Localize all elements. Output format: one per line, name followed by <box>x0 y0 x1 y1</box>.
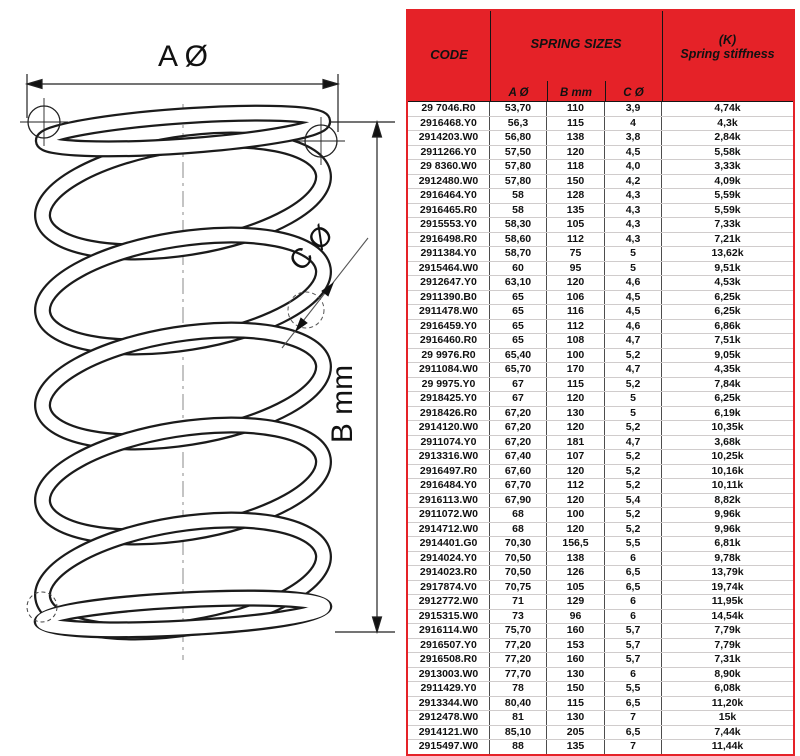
cell-stiffness: 11,95k <box>711 595 744 607</box>
cell-code: 2916460.R0 <box>408 334 490 348</box>
header-sizes-label: SPRING SIZES <box>530 35 622 51</box>
cell-size-a: 63,10 <box>490 276 547 290</box>
cell-stiffness: 9,96k <box>714 522 741 535</box>
cell-code: 2911074.Y0 <box>408 436 490 450</box>
table-row <box>408 407 793 422</box>
cell-stiffness: 8,82k <box>714 493 741 506</box>
cell-size-c: 6,5 <box>605 566 662 580</box>
cell-size-b: 115 <box>547 117 605 131</box>
cell-size-b: 95 <box>547 262 605 276</box>
cell-size-a: 77,70 <box>490 668 547 682</box>
cell-size-c: 4,3 <box>605 218 662 232</box>
cell-code: 2912772.W0 <box>408 595 490 609</box>
cell-size-b: 120 <box>547 494 605 508</box>
cell-size-a: 88 <box>490 740 547 754</box>
cell-size-c: 5,2 <box>605 479 662 493</box>
cell-size-a: 77,20 <box>490 653 547 667</box>
cell-code: 2911266.Y0 <box>408 146 490 160</box>
header-code <box>408 11 490 97</box>
cell-code: 2911429.Y0 <box>408 682 490 696</box>
table-row <box>408 175 793 190</box>
table-row <box>408 682 793 697</box>
cell-code: 2916497.R0 <box>408 465 490 479</box>
cell-size-a: 67,70 <box>490 479 547 493</box>
cell-stiffness: 4,53k <box>714 276 741 288</box>
cell-stiffness: 7,21k <box>714 232 741 245</box>
cell-size-b: 156,5 <box>547 537 605 551</box>
cell-stiffness: 5,59k <box>714 189 741 201</box>
table-row <box>408 349 793 364</box>
cell-stiffness: 6,25k <box>714 305 741 317</box>
table-row <box>408 726 793 741</box>
table-row <box>408 392 793 407</box>
cell-size-c: 4,7 <box>605 436 662 450</box>
cell-code: 2912478.W0 <box>408 711 490 725</box>
cell-size-c: 5,2 <box>605 349 662 363</box>
cell-size-c: 6,5 <box>605 697 662 711</box>
cell-code: 2916114.W0 <box>408 624 490 638</box>
cell-size-c: 5 <box>605 407 662 421</box>
cell-size-c: 5 <box>605 247 662 261</box>
cell-size-a: 68 <box>490 523 547 537</box>
cell-size-c: 4,7 <box>605 363 662 377</box>
header-stiffness <box>662 11 793 83</box>
cell-size-a: 70,75 <box>490 581 547 595</box>
spring-diagram <box>0 0 406 712</box>
cell-size-b: 112 <box>547 479 605 493</box>
cell-size-b: 120 <box>547 392 605 406</box>
cell-stiffness: 10,25k <box>711 450 744 462</box>
cell-size-c: 6 <box>605 552 662 566</box>
cell-size-a: 81 <box>490 711 547 725</box>
cell-size-c: 4,0 <box>605 160 662 174</box>
cell-size-a: 58,70 <box>490 247 547 261</box>
spec-table <box>406 9 795 756</box>
cell-size-a: 58 <box>490 204 547 218</box>
cell-stiffness: 13,62k <box>711 247 744 259</box>
cell-code: 2913003.W0 <box>408 668 490 682</box>
cell-size-b: 108 <box>547 334 605 348</box>
table-row <box>408 305 793 320</box>
cell-size-c: 5,7 <box>605 624 662 638</box>
cell-stiffness: 4,3k <box>717 116 738 129</box>
cell-stiffness: 6,86k <box>714 319 741 332</box>
cell-size-c: 4,6 <box>605 320 662 334</box>
table-row <box>408 566 793 581</box>
cell-size-c: 5,7 <box>605 639 662 653</box>
cell-size-a: 70,30 <box>490 537 547 551</box>
cell-code: 2916508.R0 <box>408 653 490 667</box>
cell-size-c: 6 <box>605 668 662 682</box>
cell-size-a: 67 <box>490 392 547 406</box>
cell-size-a: 60 <box>490 262 547 276</box>
cell-size-b: 150 <box>547 682 605 696</box>
cell-code: 2918425.Y0 <box>408 392 490 406</box>
table-row <box>408 320 793 335</box>
cell-size-b: 130 <box>547 668 605 682</box>
cell-size-c: 4,5 <box>605 291 662 305</box>
cell-stiffness: 9,78k <box>714 551 741 564</box>
cell-stiffness: 13,79k <box>711 566 744 578</box>
cell-stiffness: 5,58k <box>714 145 741 158</box>
subheader-divider <box>547 81 548 101</box>
table-row <box>408 276 793 291</box>
cell-code: 2914023.R0 <box>408 566 490 580</box>
table-row <box>408 610 793 625</box>
cell-stiffness: 2,84k <box>714 131 741 143</box>
cell-stiffness: 7,51k <box>714 334 741 346</box>
cell-size-a: 70,50 <box>490 552 547 566</box>
cell-size-a: 65,40 <box>490 349 547 363</box>
cell-size-c: 7 <box>605 711 662 725</box>
table-row <box>408 523 793 538</box>
header-spring-sizes <box>490 11 662 75</box>
cell-code: 2915553.Y0 <box>408 218 490 232</box>
cell-size-c: 4,3 <box>605 189 662 203</box>
subheader-c-diameter: C Ø <box>623 86 644 99</box>
cell-size-c: 6,5 <box>605 581 662 595</box>
cell-size-a: 77,20 <box>490 639 547 653</box>
table-row <box>408 653 793 668</box>
cell-size-c: 5,2 <box>605 465 662 479</box>
cell-size-a: 67,20 <box>490 421 547 435</box>
header-divider <box>490 11 491 101</box>
cell-size-c: 5,2 <box>605 378 662 392</box>
cell-stiffness: 7,79k <box>714 638 741 651</box>
cell-size-c: 6,5 <box>605 726 662 740</box>
cell-size-a: 58,30 <box>490 218 547 232</box>
cell-size-b: 115 <box>547 378 605 392</box>
cell-stiffness: 6,81k <box>714 537 741 549</box>
cell-stiffness: 7,79k <box>714 624 741 636</box>
cell-size-c: 3,8 <box>605 131 662 145</box>
cell-size-c: 4,5 <box>605 146 662 160</box>
header-divider <box>662 11 663 101</box>
table-row <box>408 334 793 349</box>
cell-code: 2915497.W0 <box>408 740 490 754</box>
cell-stiffness: 6,08k <box>714 682 741 694</box>
cell-size-a: 67,20 <box>490 436 547 450</box>
cell-stiffness: 8,90k <box>714 667 741 680</box>
cell-stiffness: 7,31k <box>714 653 741 665</box>
cell-size-a: 53,70 <box>490 102 547 116</box>
cell-size-c: 4,6 <box>605 276 662 290</box>
spring-drawing <box>0 0 406 712</box>
header-stiffness-line2: Spring stiffness <box>680 47 775 61</box>
table-row <box>408 740 793 754</box>
cell-size-a: 71 <box>490 595 547 609</box>
table-row <box>408 378 793 393</box>
cell-code: 2914024.Y0 <box>408 552 490 566</box>
cell-size-b: 112 <box>547 320 605 334</box>
cell-size-c: 5,7 <box>605 653 662 667</box>
cell-size-b: 106 <box>547 291 605 305</box>
cell-size-a: 67 <box>490 378 547 392</box>
table-row <box>408 146 793 161</box>
table-row <box>408 102 793 117</box>
cell-size-a: 65 <box>490 291 547 305</box>
cell-code: 2913344.W0 <box>408 697 490 711</box>
cell-size-c: 5,2 <box>605 523 662 537</box>
cell-size-b: 160 <box>547 624 605 638</box>
cell-size-b: 130 <box>547 407 605 421</box>
cell-size-c: 7 <box>605 740 662 754</box>
cell-stiffness: 11,44k <box>711 740 744 752</box>
cell-size-b: 100 <box>547 508 605 522</box>
table-row <box>408 697 793 712</box>
cell-stiffness: 15k <box>718 711 737 723</box>
cell-size-b: 153 <box>547 639 605 653</box>
table-row <box>408 117 793 132</box>
cell-size-c: 6 <box>605 610 662 624</box>
cell-size-b: 112 <box>547 233 605 247</box>
cell-size-a: 65,70 <box>490 363 547 377</box>
cell-code: 2916484.Y0 <box>408 479 490 493</box>
cell-code: 2914121.W0 <box>408 726 490 740</box>
table-row <box>408 218 793 233</box>
cell-stiffness: 7,84k <box>714 377 741 390</box>
cell-size-c: 5,4 <box>605 494 662 508</box>
table-row <box>408 247 793 262</box>
cell-size-a: 67,60 <box>490 465 547 479</box>
table-row <box>408 595 793 610</box>
table-row <box>408 160 793 175</box>
cell-code: 2914401.G0 <box>408 537 490 551</box>
table-row <box>408 262 793 277</box>
cell-size-b: 138 <box>547 131 605 145</box>
cell-size-c: 6 <box>605 595 662 609</box>
cell-stiffness: 10,16k <box>711 464 744 477</box>
cell-size-a: 58,60 <box>490 233 547 247</box>
cell-size-b: 138 <box>547 552 605 566</box>
cell-size-a: 65 <box>490 334 547 348</box>
table-row <box>408 624 793 639</box>
table-row <box>408 581 793 596</box>
cell-code: 2912480.W0 <box>408 175 490 189</box>
table-row <box>408 233 793 248</box>
cell-stiffness: 7,33k <box>714 218 741 230</box>
cell-size-b: 116 <box>547 305 605 319</box>
table-row <box>408 189 793 204</box>
cell-code: 2914120.W0 <box>408 421 490 435</box>
cell-stiffness: 4,35k <box>714 363 741 375</box>
table-row <box>408 479 793 494</box>
cell-size-b: 128 <box>547 189 605 203</box>
cell-size-c: 4,5 <box>605 305 662 319</box>
cell-size-c: 4,7 <box>605 334 662 348</box>
table-row <box>408 131 793 146</box>
cell-size-b: 205 <box>547 726 605 740</box>
cell-code: 2915464.W0 <box>408 262 490 276</box>
cell-size-c: 5,5 <box>605 537 662 551</box>
cell-code: 2914203.W0 <box>408 131 490 145</box>
cell-size-c: 4,2 <box>605 175 662 189</box>
cell-stiffness: 10,35k <box>711 421 744 433</box>
cell-code: 29 7046.R0 <box>408 102 490 116</box>
cell-size-a: 75,70 <box>490 624 547 638</box>
table-row <box>408 291 793 306</box>
cell-stiffness: 6,19k <box>714 406 741 419</box>
cell-size-b: 110 <box>547 102 605 116</box>
cell-size-a: 58 <box>490 189 547 203</box>
table-row <box>408 436 793 451</box>
cell-code: 2914712.W0 <box>408 523 490 537</box>
header-code-label: CODE <box>430 46 468 62</box>
cell-stiffness: 14,54k <box>711 609 744 622</box>
cell-code: 2916464.Y0 <box>408 189 490 203</box>
dim-a-label: A Ø <box>157 40 209 73</box>
cell-code: 2911384.Y0 <box>408 247 490 261</box>
table-row <box>408 537 793 552</box>
cell-code: 2916465.R0 <box>408 204 490 218</box>
cell-size-a: 56,3 <box>490 117 547 131</box>
cell-size-b: 130 <box>547 711 605 725</box>
cell-size-b: 120 <box>547 146 605 160</box>
table-row <box>408 552 793 567</box>
cell-code: 2915315.W0 <box>408 610 490 624</box>
cell-size-a: 65 <box>490 320 547 334</box>
table-row <box>408 639 793 654</box>
cell-size-a: 57,50 <box>490 146 547 160</box>
cell-size-b: 135 <box>547 740 605 754</box>
cell-stiffness: 5,59k <box>714 203 741 216</box>
cell-code: 2916113.W0 <box>408 494 490 508</box>
cell-stiffness: 9,51k <box>714 261 741 274</box>
cell-code: 2911084.W0 <box>408 363 490 377</box>
cell-size-a: 85,10 <box>490 726 547 740</box>
cell-size-b: 105 <box>547 581 605 595</box>
cell-size-a: 73 <box>490 610 547 624</box>
subheader-divider <box>605 81 606 101</box>
table-row <box>408 494 793 509</box>
cell-code: 2911390.B0 <box>408 291 490 305</box>
cell-stiffness: 6,25k <box>714 290 741 303</box>
cell-code: 2911478.W0 <box>408 305 490 319</box>
table-body <box>408 101 793 754</box>
cell-size-a: 67,40 <box>490 450 547 464</box>
cell-size-b: 126 <box>547 566 605 580</box>
cell-size-a: 56,80 <box>490 131 547 145</box>
cell-stiffness: 19,74k <box>711 580 744 593</box>
table-row <box>408 465 793 480</box>
cell-stiffness: 3,68k <box>714 435 741 448</box>
cell-size-a: 57,80 <box>490 160 547 174</box>
cell-stiffness: 9,96k <box>714 508 741 520</box>
cell-code: 29 8360.W0 <box>408 160 490 174</box>
cell-size-b: 120 <box>547 276 605 290</box>
cell-size-a: 70,50 <box>490 566 547 580</box>
cell-size-c: 4,3 <box>605 233 662 247</box>
table-row <box>408 450 793 465</box>
cell-code: 2918426.R0 <box>408 407 490 421</box>
cell-size-a: 67,90 <box>490 494 547 508</box>
cell-code: 2916468.Y0 <box>408 117 490 131</box>
table-header <box>408 11 793 101</box>
table-row <box>408 668 793 683</box>
cell-size-a: 67,20 <box>490 407 547 421</box>
table-row <box>408 508 793 523</box>
cell-size-c: 5 <box>605 262 662 276</box>
cell-size-c: 4 <box>605 117 662 131</box>
cell-stiffness: 4,09k <box>714 174 741 187</box>
dim-c-label: C Ø <box>282 218 340 277</box>
cell-size-c: 3,9 <box>605 102 662 116</box>
table-row <box>408 363 793 378</box>
cell-size-b: 170 <box>547 363 605 377</box>
cell-code: 2912647.Y0 <box>408 276 490 290</box>
cell-size-b: 181 <box>547 436 605 450</box>
table-row <box>408 421 793 436</box>
cell-size-b: 115 <box>547 697 605 711</box>
cell-stiffness: 10,11k <box>711 479 744 491</box>
cell-size-b: 100 <box>547 349 605 363</box>
cell-stiffness: 6,25k <box>714 392 741 404</box>
cell-code: 29 9975.Y0 <box>408 378 490 392</box>
cell-size-a: 78 <box>490 682 547 696</box>
cell-size-b: 96 <box>547 610 605 624</box>
cell-code: 29 9976.R0 <box>408 349 490 363</box>
header-stiffness-line1: (K) <box>718 33 737 47</box>
subheader-b-mm: B mm <box>560 86 592 99</box>
cell-code: 2916507.Y0 <box>408 639 490 653</box>
cell-size-b: 107 <box>547 450 605 464</box>
subheader-a-diameter: A Ø <box>508 86 529 99</box>
cell-size-c: 5,5 <box>605 682 662 696</box>
dim-b-label: B mm <box>326 364 359 444</box>
cell-code: 2913316.W0 <box>408 450 490 464</box>
cell-size-c: 5,2 <box>605 508 662 522</box>
cell-code: 2916498.R0 <box>408 233 490 247</box>
cell-size-c: 5 <box>605 392 662 406</box>
cell-size-a: 80,40 <box>490 697 547 711</box>
cell-size-b: 150 <box>547 175 605 189</box>
table-row <box>408 204 793 219</box>
cell-size-b: 135 <box>547 204 605 218</box>
cell-size-b: 120 <box>547 523 605 537</box>
cell-code: 2911072.W0 <box>408 508 490 522</box>
cell-stiffness: 11,20k <box>711 696 744 709</box>
cell-size-b: 105 <box>547 218 605 232</box>
cell-stiffness: 3,33k <box>714 160 741 172</box>
cell-size-b: 120 <box>547 465 605 479</box>
cell-size-b: 118 <box>547 160 605 174</box>
cell-size-b: 75 <box>547 247 605 261</box>
cell-size-a: 57,80 <box>490 175 547 189</box>
cell-size-a: 68 <box>490 508 547 522</box>
cell-code: 2917874.V0 <box>408 581 490 595</box>
cell-size-c: 5,2 <box>605 421 662 435</box>
cell-code: 2916459.Y0 <box>408 320 490 334</box>
cell-size-c: 5,2 <box>605 450 662 464</box>
cell-size-b: 129 <box>547 595 605 609</box>
table-row <box>408 711 793 726</box>
cell-size-b: 160 <box>547 653 605 667</box>
cell-stiffness: 9,05k <box>714 348 741 361</box>
cell-size-a: 65 <box>490 305 547 319</box>
cell-stiffness: 4,74k <box>714 102 741 114</box>
cell-size-b: 120 <box>547 421 605 435</box>
cell-stiffness: 7,44k <box>714 725 741 738</box>
cell-size-c: 4,3 <box>605 204 662 218</box>
